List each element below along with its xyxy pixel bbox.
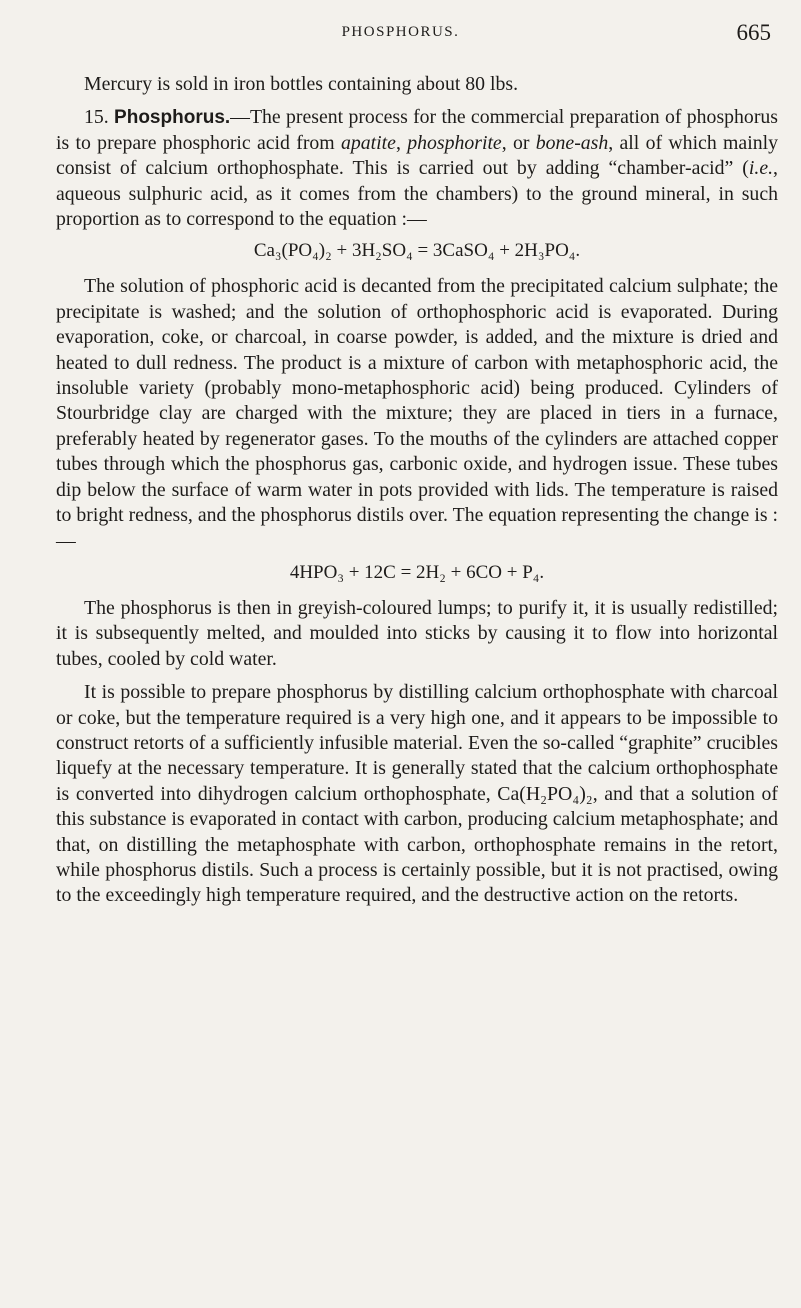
term-apatite: apatite xyxy=(341,131,396,154)
equation-metaphosphoric: 4HPO₃ + 12C = 2H₂ + 6CO + P₄. xyxy=(289,561,545,583)
intro-text-b: , all of which mainly consist of calcium orthophosphate. This is carried out by adding “chamber-acid” ( xyxy=(56,131,778,180)
section-number: 15. xyxy=(84,106,109,129)
or-separator: , or xyxy=(501,131,536,154)
comma-separator: , xyxy=(395,131,408,154)
equation-sulphuric: Ca₃(PO₄)₂ + 3H₂SO₄ = 3CaSO₄ + 2H₃PO₄. xyxy=(253,240,581,262)
running-title: PHOSPHORUS. xyxy=(341,24,460,40)
paragraph-alternative-process: It is possible to prepare phosphorus by distilling calcium orthophosphate with charcoal or coke, but the temperature required is a very high one, and it appears to be impossible to construct retorts of a sufficiently infusible material. Even the so-called “graphite” crucibles liquefy at the necessary temperature. It is generally stated that the calcium orthophosphate is converted into dihydrogen calcium orthophosphate, Ca(H₂PO₄)₂, and that a solution of this substance is evaporated in contact with carbon, producing calcium metaphosphate; and that, on distilling the metaphosphate with carbon, orthophosphate remains in the retort, while phosphorus distils. Such a process is certainly possible, but it is not practised, owing to the exceedingly high temperature required, and the destructive action on the retorts. xyxy=(56,681,778,907)
term-bone-ash: bone-ash xyxy=(535,131,609,154)
abbrev-ie: i.e. xyxy=(748,157,774,180)
section-title: Phosphorus. xyxy=(114,107,231,129)
page-header xyxy=(0,14,801,44)
term-phosphorite: phosphorite xyxy=(407,131,502,154)
body-text xyxy=(56,72,778,917)
intro-text-c: , aqueous sulphuric acid, as it comes from the chambers) to the ground mineral, in such proportion as to correspond to the equation :— xyxy=(56,157,778,231)
paragraph-purification: The phosphorus is then in greyish-coloured lumps; to purify it, it is usually redistilled; it is subsequently melted, and moulded into sticks by causing it to flow into horizontal tubes, cooled by cold water. xyxy=(56,596,778,670)
paragraph-solution: The solution of phosphoric acid is decanted from the precipitated calcium sulphate; the precipitate is washed; and the solution of orthophosphoric acid is evaporated. During evaporation, coke, or charcoal, in coarse powder, is added, and the mixture is dried and heated to dull redness. The product is a mixture of carbon with metaphosphoric acid, the insoluble variety (probably mono-metaphosphoric acid) being produced. Cylinders of Stourbridge clay are charged with the mixture; they are placed in tiers in a furnace, preferably heated by regenerator gases. To the mouths of the cylinders are attached copper tubes through which the phosphorus gas, carbonic oxide, and hydrogen issue. These tubes dip below the surface of warm water in pots provided with lids. The temperature is raised to bright redness, and the phosphorus distils over. The equation representing the change is :— xyxy=(56,275,778,552)
page-number: 665 xyxy=(736,20,771,45)
paragraph-mercury: Mercury is sold in iron bottles containing about 80 lbs. xyxy=(84,73,519,95)
intro-text-a: —The present process for the commercial preparation of phosphorus is to prepare phosphoric acid from xyxy=(56,106,778,154)
paragraph-phosphorus-intro xyxy=(56,105,778,232)
